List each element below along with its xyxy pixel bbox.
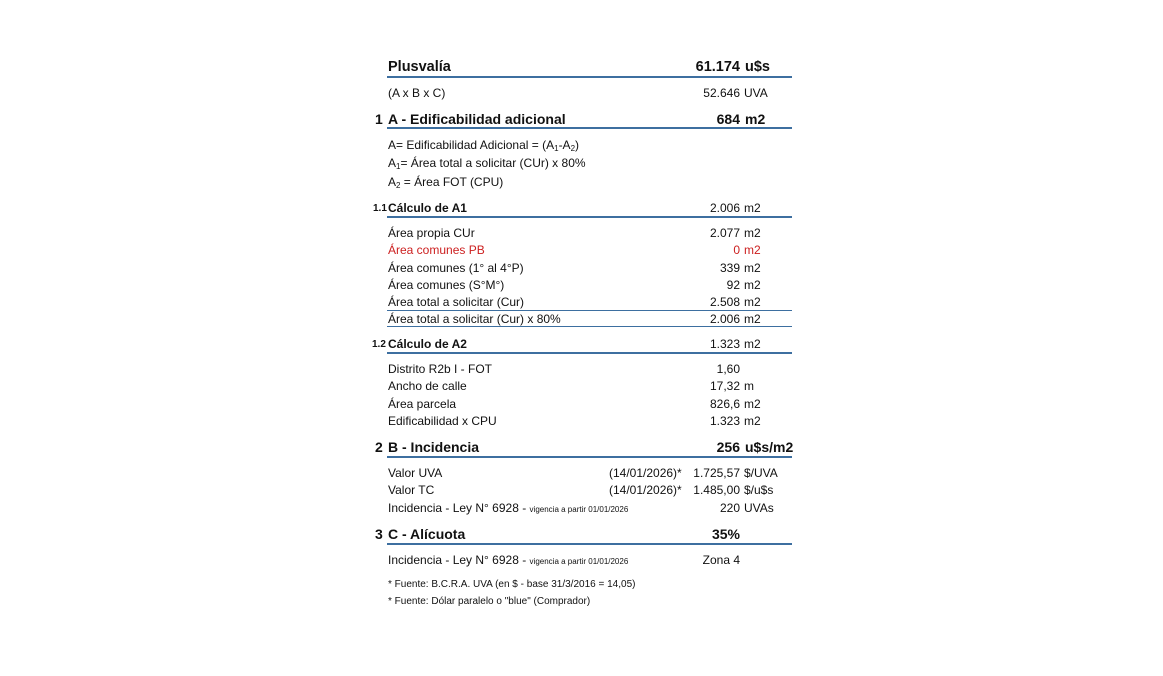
- a1-row-value: 2.508: [709, 295, 740, 309]
- calc-a1-title: Cálculo de A1: [388, 201, 467, 215]
- a2-row-label: Edificabilidad x CPU: [388, 414, 497, 428]
- a2-row-unit: m: [744, 379, 754, 393]
- section-a-unit: m2: [745, 111, 766, 127]
- b-row-value: 1.725,57: [693, 466, 740, 480]
- b-row-unit: UVAs: [744, 501, 774, 515]
- a2-row-label: Área parcela: [388, 397, 457, 411]
- rule-section-b: [387, 456, 792, 458]
- plusvalia-formula: (A x B x C): [388, 86, 446, 100]
- c-row-value: Zona 4: [702, 553, 740, 567]
- a1-row-value: 92: [726, 278, 740, 292]
- calc-a2-unit: m2: [744, 337, 761, 351]
- b-row-label: Valor UVA: [388, 466, 443, 480]
- a1-row-label: Área comunes PB: [388, 243, 485, 257]
- a1-row-unit: m2: [744, 261, 761, 275]
- calc-a2-value: 1.323: [709, 337, 740, 351]
- b-row-label: Incidencia - Ley N° 6928 - vigencia a partir 01/01/2026: [388, 501, 629, 515]
- plusvalia-unit: u$s: [745, 59, 770, 75]
- calc-a1-unit: m2: [744, 201, 761, 215]
- b-row-date: (14/01/2026)*: [609, 483, 682, 497]
- rule-a1-total: [387, 310, 792, 311]
- b-row-value: 220: [719, 501, 740, 515]
- calc-a1-number: 1.1: [373, 203, 387, 214]
- footnote: * Fuente: Dólar paralelo o "blue" (Comprador): [388, 596, 591, 607]
- rule-plusvalia: [387, 76, 792, 78]
- b-row-unit: $/u$s: [744, 483, 774, 497]
- a1-row-value: 339: [719, 261, 740, 275]
- a1-row-label: Área comunes (S°M°): [388, 278, 505, 292]
- section-b-title: B - Incidencia: [388, 439, 480, 455]
- footnote: * Fuente: B.C.R.A. UVA (en $ - base 31/3/2016 = 14,05): [388, 579, 636, 590]
- a1-row-value: 2.077: [709, 226, 740, 240]
- a1-row-value: 0: [733, 243, 740, 257]
- b-row-value: 1.485,00: [693, 483, 740, 497]
- calc-a1-value: 2.006: [709, 201, 740, 215]
- a1-row-value: 2.006: [709, 312, 740, 326]
- a1-row-unit: m2: [744, 295, 761, 309]
- a1-row-label: Área comunes (1° al 4°P): [388, 261, 524, 275]
- section-a-value: 684: [716, 111, 740, 127]
- rule-section-c: [387, 543, 792, 545]
- def-a2: $A_2$ = Área FOT (CPU): [388, 175, 504, 190]
- b-row-unit: $/UVA: [744, 466, 778, 480]
- section-b-number: 2: [375, 439, 383, 455]
- b-row-date: (14/01/2026)*: [609, 466, 682, 480]
- section-a-number: 1: [375, 111, 383, 127]
- a2-row-value: 17,32: [709, 379, 740, 393]
- section-c-title: C - Alícuota: [388, 526, 466, 542]
- a1-row-label: Área total a solicitar (Cur): [388, 295, 525, 309]
- calc-a2-title: Cálculo de A2: [388, 337, 467, 351]
- rule-section-a: [387, 127, 792, 129]
- plusvalia-uva-unit: UVA: [744, 86, 768, 100]
- b-row-label: Valor TC: [388, 483, 435, 497]
- a2-row-unit: m2: [744, 397, 761, 411]
- a1-row-label: Área total a solicitar (Cur) x 80%: [388, 312, 561, 326]
- c-row-label: Incidencia - Ley N° 6928 - vigencia a partir 01/01/2026: [388, 553, 629, 567]
- section-b-value: 256: [716, 439, 740, 455]
- calc-a2-number: 1.2: [372, 339, 386, 350]
- plusvalia-value: 61.174: [695, 59, 740, 75]
- section-c-number: 3: [375, 526, 383, 542]
- section-b-unit: u$s/m2: [745, 439, 794, 455]
- plusvalia-title: Plusvalía: [388, 59, 451, 75]
- a2-row-label: Ancho de calle: [388, 379, 467, 393]
- section-a-title: A - Edificabilidad adicional: [388, 111, 566, 127]
- rule-calc-a1: [387, 216, 792, 218]
- a1-row-unit: m2: [744, 226, 761, 240]
- a2-row-label: Distrito R2b I - FOT: [388, 362, 493, 376]
- a2-row-unit: m2: [744, 414, 761, 428]
- a2-row-value: 1,60: [716, 362, 740, 376]
- a1-row-unit: m2: [744, 243, 761, 257]
- a1-row-label: Área propia CUr: [388, 226, 475, 240]
- a2-row-value: 1.323: [709, 414, 740, 428]
- def-a1: $A_1=$ Área total a solicitar (CUr) x 80%: [388, 156, 586, 171]
- a1-row-unit: m2: [744, 278, 761, 292]
- plusvalia-uva-value: 52.646: [703, 86, 740, 100]
- rule-calc-a2: [387, 352, 792, 354]
- rule-a1-end: [387, 326, 792, 327]
- a2-row-value: 826,6: [709, 397, 740, 411]
- a1-row-unit: m2: [744, 312, 761, 326]
- def-a: A= Edificabilidad Adicional = $(A_1-A_2)$: [388, 138, 580, 153]
- section-c-value: 35%: [711, 526, 740, 542]
